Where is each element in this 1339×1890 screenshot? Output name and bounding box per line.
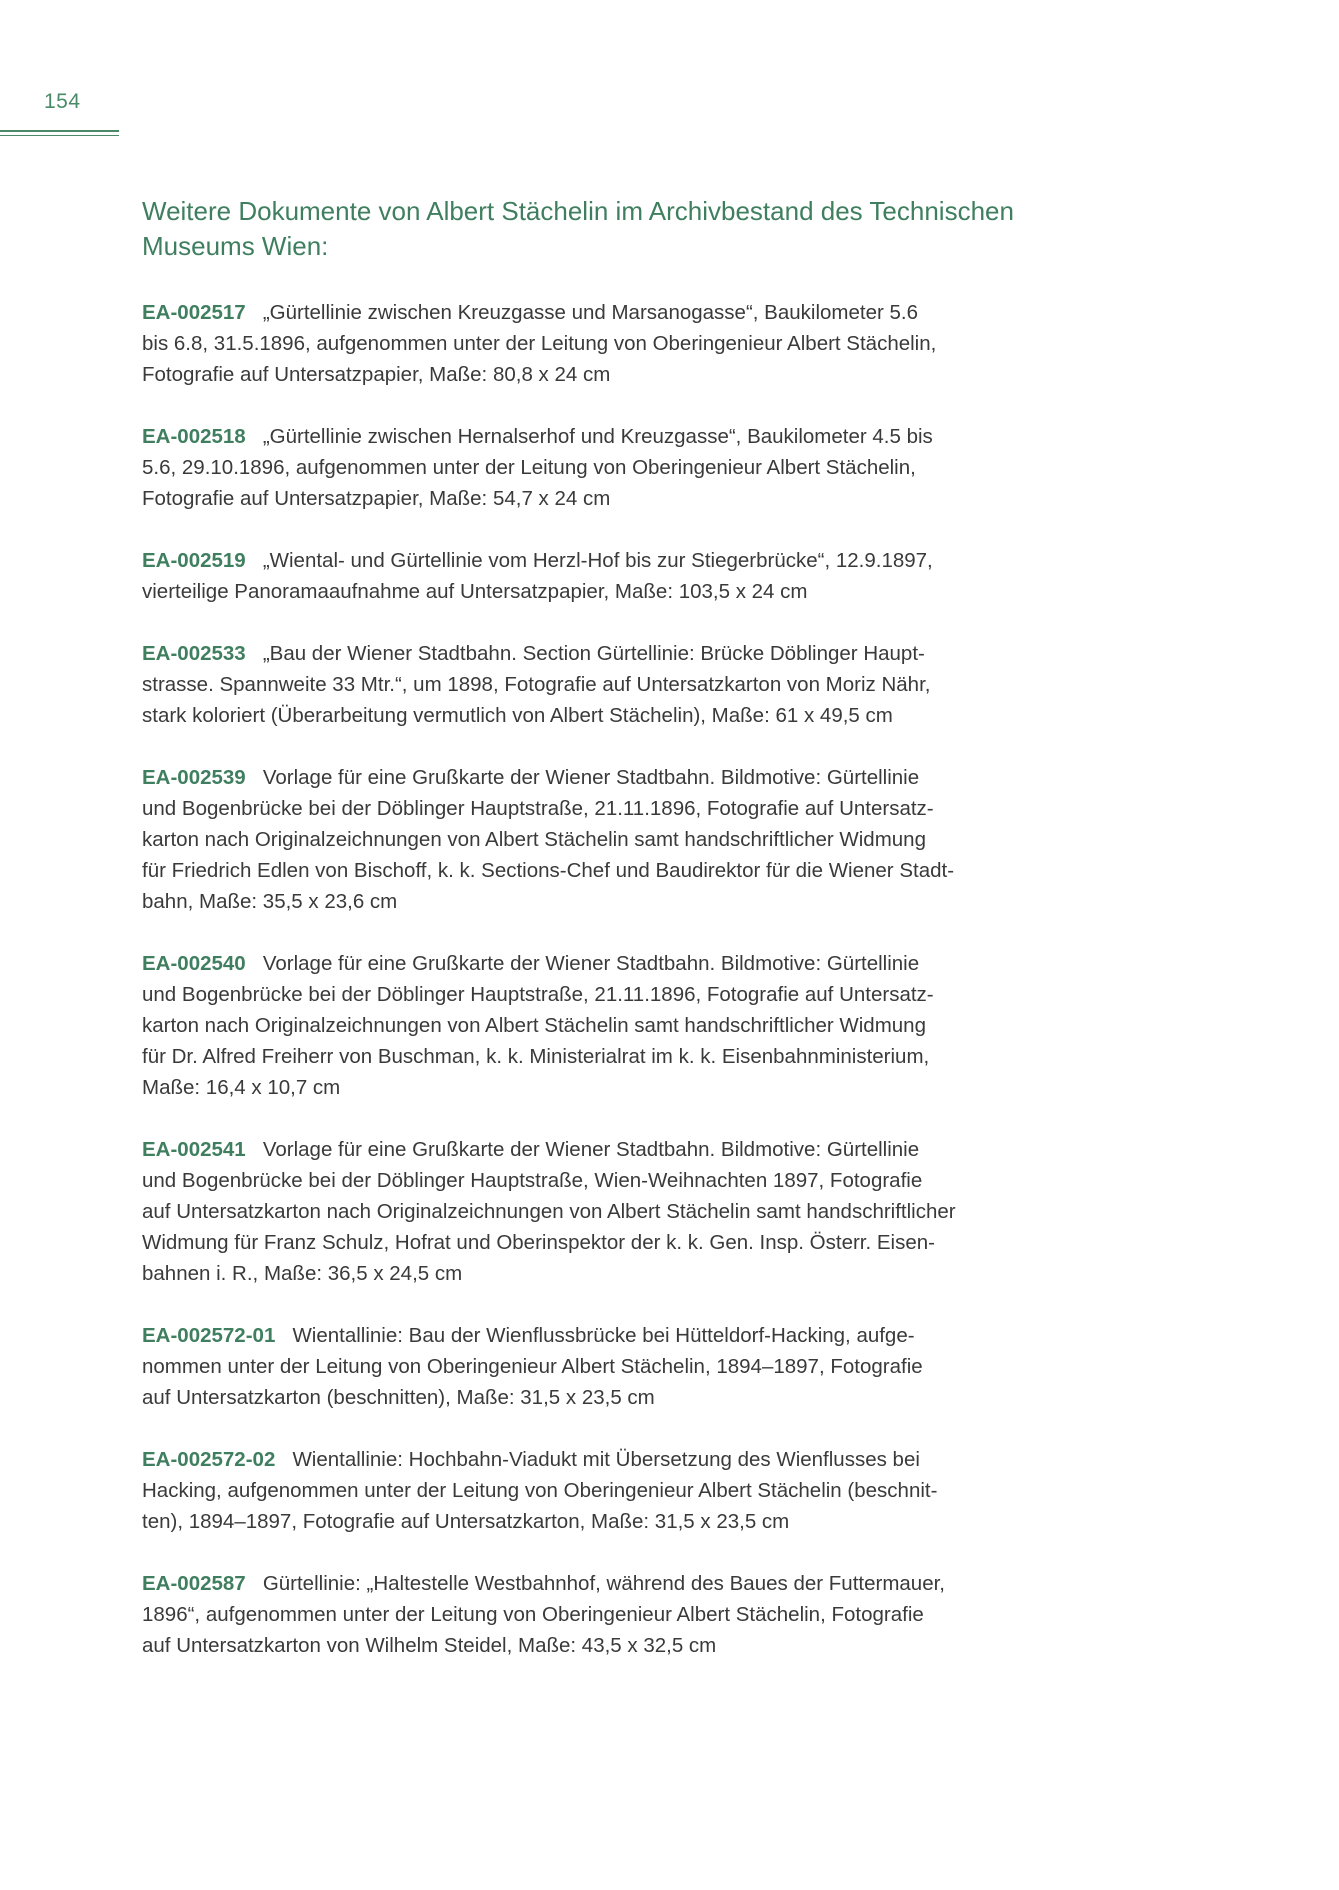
archive-entry-line: „Wiental- und Gürtellinie vom Herzl-Hof bis zur Stiegerbrücke“, 12.9.1897, xyxy=(262,549,933,572)
entry-gap xyxy=(246,425,263,448)
page-number: 154 xyxy=(44,90,81,113)
archive-entry-id: EA-002572-01 xyxy=(142,1324,276,1347)
archive-entry xyxy=(142,421,1042,514)
archive-entry-line: Wientallinie: Hochbahn-Viadukt mit Übersetzung des Wienflusses bei xyxy=(292,1448,920,1471)
archive-entry xyxy=(142,1320,1042,1413)
archive-entry xyxy=(142,1134,1042,1289)
archive-entry-line: auf Untersatzkarton von Wilhelm Steidel, Maße: 43,5 x 32,5 cm xyxy=(142,1634,717,1657)
archive-entry-line: Vorlage für eine Grußkarte der Wiener Stadtbahn. Bildmotive: Gürtellinie xyxy=(262,766,920,789)
archive-entry-line: Wientallinie: Bau der Wienflussbrücke bei Hütteldorf-Hacking, aufge- xyxy=(292,1324,915,1347)
archive-entry-line: Widmung für Franz Schulz, Hofrat und Oberinspektor der k. k. Gen. Insp. Österr. Eisen- xyxy=(142,1231,935,1254)
archive-entry-line: „Gürtellinie zwischen Kreuzgasse und Marsanogasse“, Baukilometer 5.6 xyxy=(262,301,918,324)
section-heading: Weitere Dokumente von Albert Stächelin im Archivbestand des Technischen Museums Wien: xyxy=(142,196,1014,261)
entry-gap xyxy=(246,766,263,789)
entry-gap xyxy=(246,1572,263,1595)
entry-gap xyxy=(246,1138,263,1161)
archive-entry-line: strasse. Spannweite 33 Mtr.“, um 1898, Fotografie auf Untersatzkarton von Moriz Nähr, xyxy=(142,673,931,696)
archive-entry xyxy=(142,762,1042,917)
archive-entry-line: ten), 1894–1897, Fotografie auf Untersatzkarton, Maße: 31,5 x 23,5 cm xyxy=(142,1510,790,1533)
header-rule-thin xyxy=(0,135,119,136)
archive-entry-line: 5.6, 29.10.1896, aufgenommen unter der Leitung von Oberingenieur Albert Stächelin, xyxy=(142,456,916,479)
archive-entry-line: 1896“, aufgenommen unter der Leitung von Oberingenieur Albert Stächelin, Fotografie xyxy=(142,1603,924,1626)
archive-entry xyxy=(142,638,1042,731)
archive-entry-line: bis 6.8, 31.5.1896, aufgenommen unter der Leitung von Oberingenieur Albert Stächelin, xyxy=(142,332,937,355)
archive-entry-line: auf Untersatzkarton nach Originalzeichnungen von Albert Stächelin samt handschriftlicher xyxy=(142,1200,956,1223)
header-rule xyxy=(0,130,119,132)
archive-entry-line: bahn, Maße: 35,5 x 23,6 cm xyxy=(142,890,398,913)
archive-entry xyxy=(142,545,1042,607)
archive-entry-line: „Gürtellinie zwischen Hernalserhof und Kreuzgasse“, Baukilometer 4.5 bis xyxy=(262,425,933,448)
archive-entry xyxy=(142,948,1042,1103)
archive-entry-id: EA-002541 xyxy=(142,1138,246,1161)
archive-entry-line: vierteilige Panoramaaufnahme auf Untersatzpapier, Maße: 103,5 x 24 cm xyxy=(142,580,808,603)
entry-gap xyxy=(246,549,263,572)
archive-entry-id: EA-002519 xyxy=(142,549,246,572)
archive-entry-line: und Bogenbrücke bei der Döblinger Hauptstraße, 21.11.1896, Fotografie auf Untersatz- xyxy=(142,797,934,820)
entry-gap xyxy=(275,1448,292,1471)
archive-entry-line: Vorlage für eine Grußkarte der Wiener Stadtbahn. Bildmotive: Gürtellinie xyxy=(262,1138,920,1161)
archive-entry-id: EA-002572-02 xyxy=(142,1448,276,1471)
archive-entry-line: für Friedrich Edlen von Bischoff, k. k. Sections-Chef und Baudirektor für die Wiener Stadt- xyxy=(142,859,955,882)
archive-entry-line: bahnen i. R., Maße: 36,5 x 24,5 cm xyxy=(142,1262,463,1285)
archive-entry-line: und Bogenbrücke bei der Döblinger Hauptstraße, Wien-Weihnachten 1897, Fotografie xyxy=(142,1169,923,1192)
archive-entry-line: Hacking, aufgenommen unter der Leitung von Oberingenieur Albert Stächelin (beschnit- xyxy=(142,1479,938,1502)
entry-gap xyxy=(275,1324,292,1347)
archive-entry-line: und Bogenbrücke bei der Döblinger Hauptstraße, 21.11.1896, Fotografie auf Untersatz- xyxy=(142,983,934,1006)
archive-entry-line: karton nach Originalzeichnungen von Albert Stächelin samt handschriftlicher Widmung xyxy=(142,828,926,851)
archive-entry-list xyxy=(142,297,1042,1661)
entry-gap xyxy=(246,642,263,665)
archive-entry-id: EA-002540 xyxy=(142,952,246,975)
document-body xyxy=(142,194,1042,1692)
archive-entry-id: EA-002587 xyxy=(142,1572,246,1595)
archive-entry-line: Fotografie auf Untersatzpapier, Maße: 54,7 x 24 cm xyxy=(142,487,611,510)
archive-entry-id: EA-002518 xyxy=(142,425,246,448)
archive-entry-line: stark koloriert (Überarbeitung vermutlich von Albert Stächelin), Maße: 61 x 49,5 cm xyxy=(142,704,893,727)
archive-entry-line: „Bau der Wiener Stadtbahn. Section Gürtellinie: Brücke Döblinger Haupt- xyxy=(262,642,925,665)
archive-entry-line: Fotografie auf Untersatzpapier, Maße: 80,8 x 24 cm xyxy=(142,363,611,386)
archive-entry-line: auf Untersatzkarton (beschnitten), Maße: 31,5 x 23,5 cm xyxy=(142,1386,655,1409)
entry-gap xyxy=(246,952,263,975)
archive-entry-line: karton nach Originalzeichnungen von Albert Stächelin samt handschriftlicher Widmung xyxy=(142,1014,926,1037)
archive-entry-id: EA-002539 xyxy=(142,766,246,789)
archive-entry-id: EA-002517 xyxy=(142,301,246,324)
archive-entry-line: für Dr. Alfred Freiherr von Buschman, k. k. Ministerialrat im k. k. Eisenbahnministerium, xyxy=(142,1045,930,1068)
archive-entry-line: Gürtellinie: „Haltestelle Westbahnhof, während des Baues der Futtermauer, xyxy=(262,1572,945,1595)
archive-entry xyxy=(142,1568,1042,1661)
archive-entry xyxy=(142,1444,1042,1537)
archive-entry-id: EA-002533 xyxy=(142,642,246,665)
archive-entry-line: Maße: 16,4 x 10,7 cm xyxy=(142,1076,341,1099)
archive-entry-line: Vorlage für eine Grußkarte der Wiener Stadtbahn. Bildmotive: Gürtellinie xyxy=(262,952,920,975)
entry-gap xyxy=(246,301,263,324)
archive-entry xyxy=(142,297,1042,390)
archive-entry-line: nommen unter der Leitung von Oberingenieur Albert Stächelin, 1894–1897, Fotografie xyxy=(142,1355,923,1378)
